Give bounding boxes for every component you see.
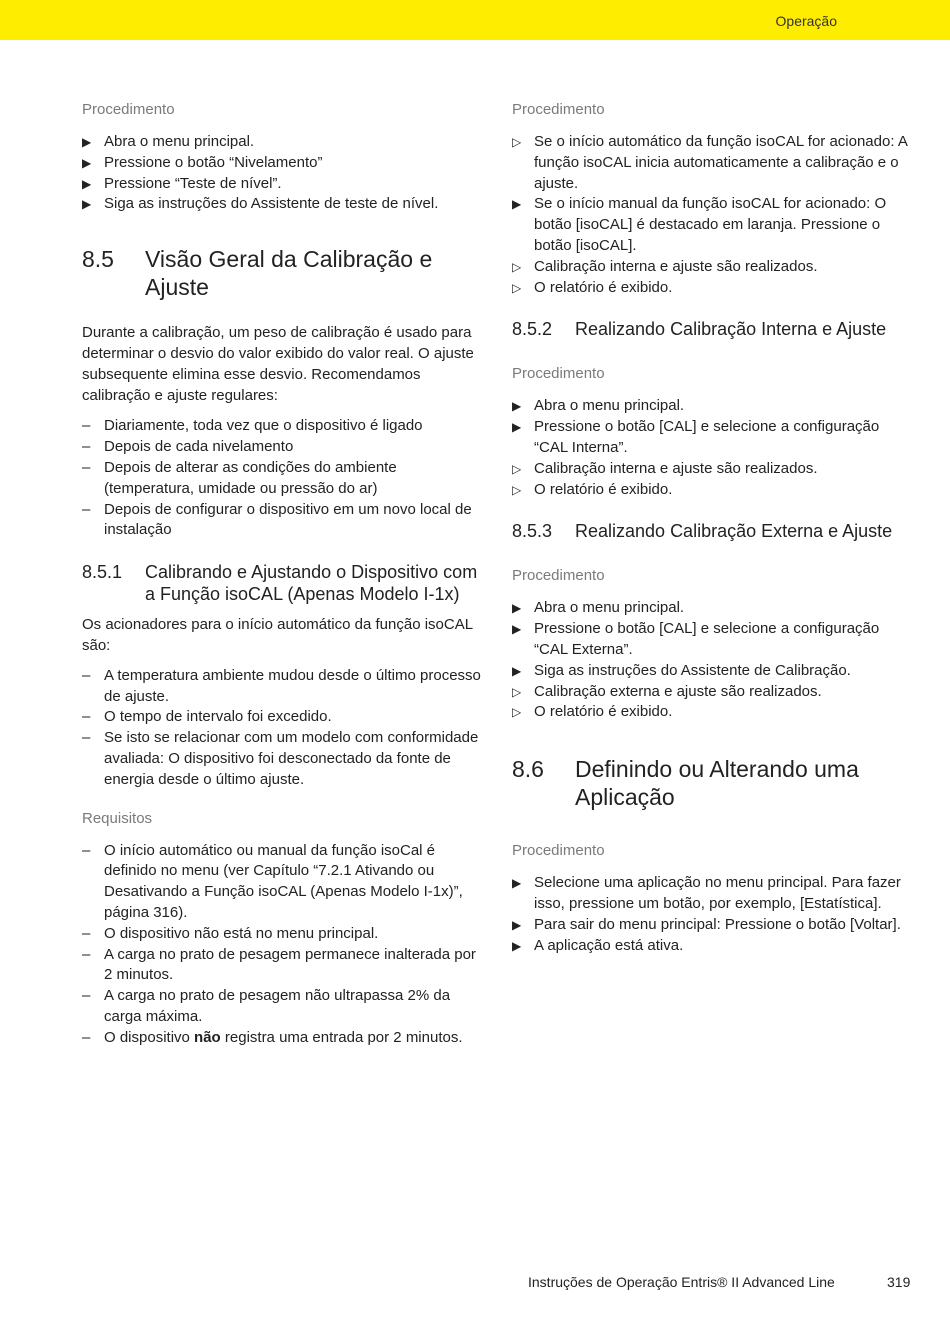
- list-item: ▶ Pressione “Teste de nível”.: [82, 174, 482, 195]
- left-column: [82, 100, 482, 1049]
- list-item: ▶ Pressione o botão [CAL] e selecione a configuração “CAL Externa”.: [512, 620, 880, 658]
- action-arrow-icon: ▶: [512, 917, 522, 932]
- action-arrow-icon: ▶: [82, 197, 92, 212]
- procedure-heading: Procedimento: [512, 842, 605, 860]
- result-arrow-icon: ▷: [512, 684, 522, 699]
- dash-marker: –: [82, 924, 91, 942]
- list-item: – Depois de cada nivelamento: [82, 437, 482, 458]
- list-item: ▷ Calibração interna e ajuste são realizados.: [512, 257, 912, 278]
- procedure-list: [512, 396, 912, 500]
- dash-marker: –: [82, 987, 91, 1005]
- dash-marker: –: [82, 708, 91, 726]
- footer-document-title: Instruções de Operação Entris® II Advanced Line: [528, 1274, 835, 1290]
- header-section-label: Operação: [775, 13, 837, 29]
- dash-marker: –: [82, 729, 91, 747]
- list-item: ▷ Calibração externa e ajuste são realizados.: [512, 682, 912, 703]
- result-arrow-icon: ▷: [512, 461, 522, 476]
- action-arrow-icon: ▶: [82, 155, 92, 170]
- list-item: – A carga no prato de pesagem não ultrapassa 2% da carga máxima.: [82, 987, 451, 1025]
- list-item: ▶ Siga as instruções do Assistente de Calibração.: [512, 661, 912, 682]
- intro-paragraph: Durante a calibração, um peso de calibração é usado para determinar o desvio do valor exibido do valor real. O ajuste subsequente elimina esse desvio. Recomendamos calibração e ajuste regulares:: [82, 324, 474, 404]
- triggers-paragraph: Os acionadores para o início automático da função isoCAL são:: [82, 616, 473, 654]
- result-arrow-icon: ▷: [512, 482, 522, 497]
- list-item: ▷ Calibração interna e ajuste são realizados.: [512, 459, 912, 480]
- section-heading-8-5-2: 8.5.2 Realizando Calibração Interna e Ajuste: [512, 319, 887, 340]
- requirements-list: [82, 841, 482, 1049]
- procedure-heading: Procedimento: [82, 101, 175, 118]
- list-item: – A temperatura ambiente mudou desde o último processo de ajuste.: [82, 666, 481, 705]
- section-heading-8-5-3: 8.5.3 Realizando Calibração Externa e Ajuste: [512, 521, 893, 542]
- procedure-list: [512, 873, 912, 956]
- action-arrow-icon: ▶: [512, 622, 522, 637]
- list-item: – Se isto se relacionar com um modelo com conformidade avaliada: O dispositivo foi desconectado da fonte de energia desde o último ajuste.: [82, 729, 479, 788]
- list-item: – Depois de configurar o dispositivo em um novo local de instalação: [82, 500, 472, 539]
- action-arrow-icon: ▶: [512, 399, 522, 414]
- list-item: – O tempo de intervalo foi excedido.: [82, 707, 482, 728]
- dash-marker: –: [82, 666, 91, 684]
- section-heading-8-6: 8.6 Definindo ou Alterando uma Aplicação: [512, 756, 859, 811]
- triggers-list: [82, 666, 482, 791]
- procedure-list: [82, 132, 482, 215]
- dash-marker: –: [82, 500, 91, 518]
- list-item: – O dispositivo não registra uma entrada por 2 minutos.: [82, 1028, 482, 1049]
- list-item: ▶ Se o início manual da função isoCAL for acionado: O botão [isoCAL] é destacado em laranja. Pressione o botão [isoCAL].: [512, 195, 887, 254]
- list-item: – Depois de alterar as condições do ambiente (temperatura, umidade ou pressão do ar): [82, 458, 397, 497]
- list-item: ▷ O relatório é exibido.: [512, 480, 912, 501]
- result-arrow-icon: ▷: [512, 705, 522, 720]
- procedure-heading: Procedimento: [512, 101, 605, 118]
- action-arrow-icon: ▶: [512, 938, 522, 953]
- footer-page-number: 319: [887, 1274, 911, 1290]
- procedure-heading: Procedimento: [512, 365, 605, 383]
- list-item: ▷ O relatório é exibido.: [512, 702, 912, 723]
- list-item: ▶ Para sair do menu principal: Pressione o botão [Voltar].: [512, 915, 912, 936]
- dash-marker: –: [82, 841, 91, 859]
- dash-marker: –: [82, 417, 91, 435]
- list-item: – O início automático ou manual da função isoCal é definido no menu (ver Capítulo “7.2.1 Ativando ou Desativando a Função isoCAL (Apenas Modelo I-1x)”, página 316).: [82, 841, 463, 921]
- procedure-list: [512, 598, 912, 723]
- action-arrow-icon: ▶: [82, 135, 92, 149]
- list-item: ▶ Selecione uma aplicação no menu principal. Para fazer isso, pressione um botão, por exemplo, [Estatística].: [512, 874, 901, 912]
- list-item: ▷ O relatório é exibido.: [512, 278, 912, 299]
- right-column: [512, 100, 912, 956]
- action-arrow-icon: ▶: [512, 420, 522, 435]
- requirements-heading: Requisitos: [82, 809, 153, 827]
- result-arrow-icon: ▷: [512, 280, 522, 295]
- list-item: ▶ Siga as instruções do Assistente de teste de nível.: [82, 194, 482, 215]
- list-item: – Diariamente, toda vez que o dispositivo é ligado: [82, 416, 482, 437]
- list-item: – A carga no prato de pesagem permanece inalterada por 2 minutos.: [82, 945, 476, 984]
- list-item: – O dispositivo não está no menu principal.: [82, 924, 482, 945]
- dash-marker: –: [82, 458, 91, 476]
- procedure-list: [512, 132, 912, 298]
- section-heading-8-5-1: 8.5.1 Calibrando e Ajustando o Dispositivo com a Função isoCAL (Apenas Modelo I-1x): [82, 562, 478, 605]
- dash-marker: –: [82, 945, 91, 963]
- list-item: ▶ Abra o menu principal.: [512, 598, 912, 619]
- action-arrow-icon: ▶: [512, 197, 522, 212]
- list-item: ▶ Pressione o botão “Nivelamento”: [82, 153, 482, 174]
- calibration-when-list: [82, 416, 482, 541]
- dash-marker: –: [82, 1028, 91, 1046]
- header-bar: [0, 0, 950, 40]
- action-arrow-icon: ▶: [82, 176, 92, 191]
- action-arrow-icon: ▶: [512, 663, 522, 678]
- list-item: ▶ Abra o menu principal.: [82, 132, 482, 153]
- list-item: ▶ Abra o menu principal.: [512, 396, 912, 417]
- procedure-heading: Procedimento: [512, 567, 605, 585]
- list-item: ▷ Se o início automático da função isoCAL for acionado: A função isoCAL inicia automaticamente a calibração e o ajuste.: [512, 133, 908, 192]
- list-item: ▶ A aplicação está ativa.: [512, 936, 912, 957]
- section-heading-8-5: 8.5 Visão Geral da Calibração e Ajuste: [82, 246, 433, 301]
- dash-marker: –: [82, 438, 91, 456]
- action-arrow-icon: ▶: [512, 876, 522, 891]
- result-arrow-icon: ▷: [512, 259, 522, 274]
- result-arrow-icon: ▷: [512, 135, 522, 149]
- action-arrow-icon: ▶: [512, 601, 522, 616]
- list-item: ▶ Pressione o botão [CAL] e selecione a configuração “CAL Interna”.: [512, 418, 880, 456]
